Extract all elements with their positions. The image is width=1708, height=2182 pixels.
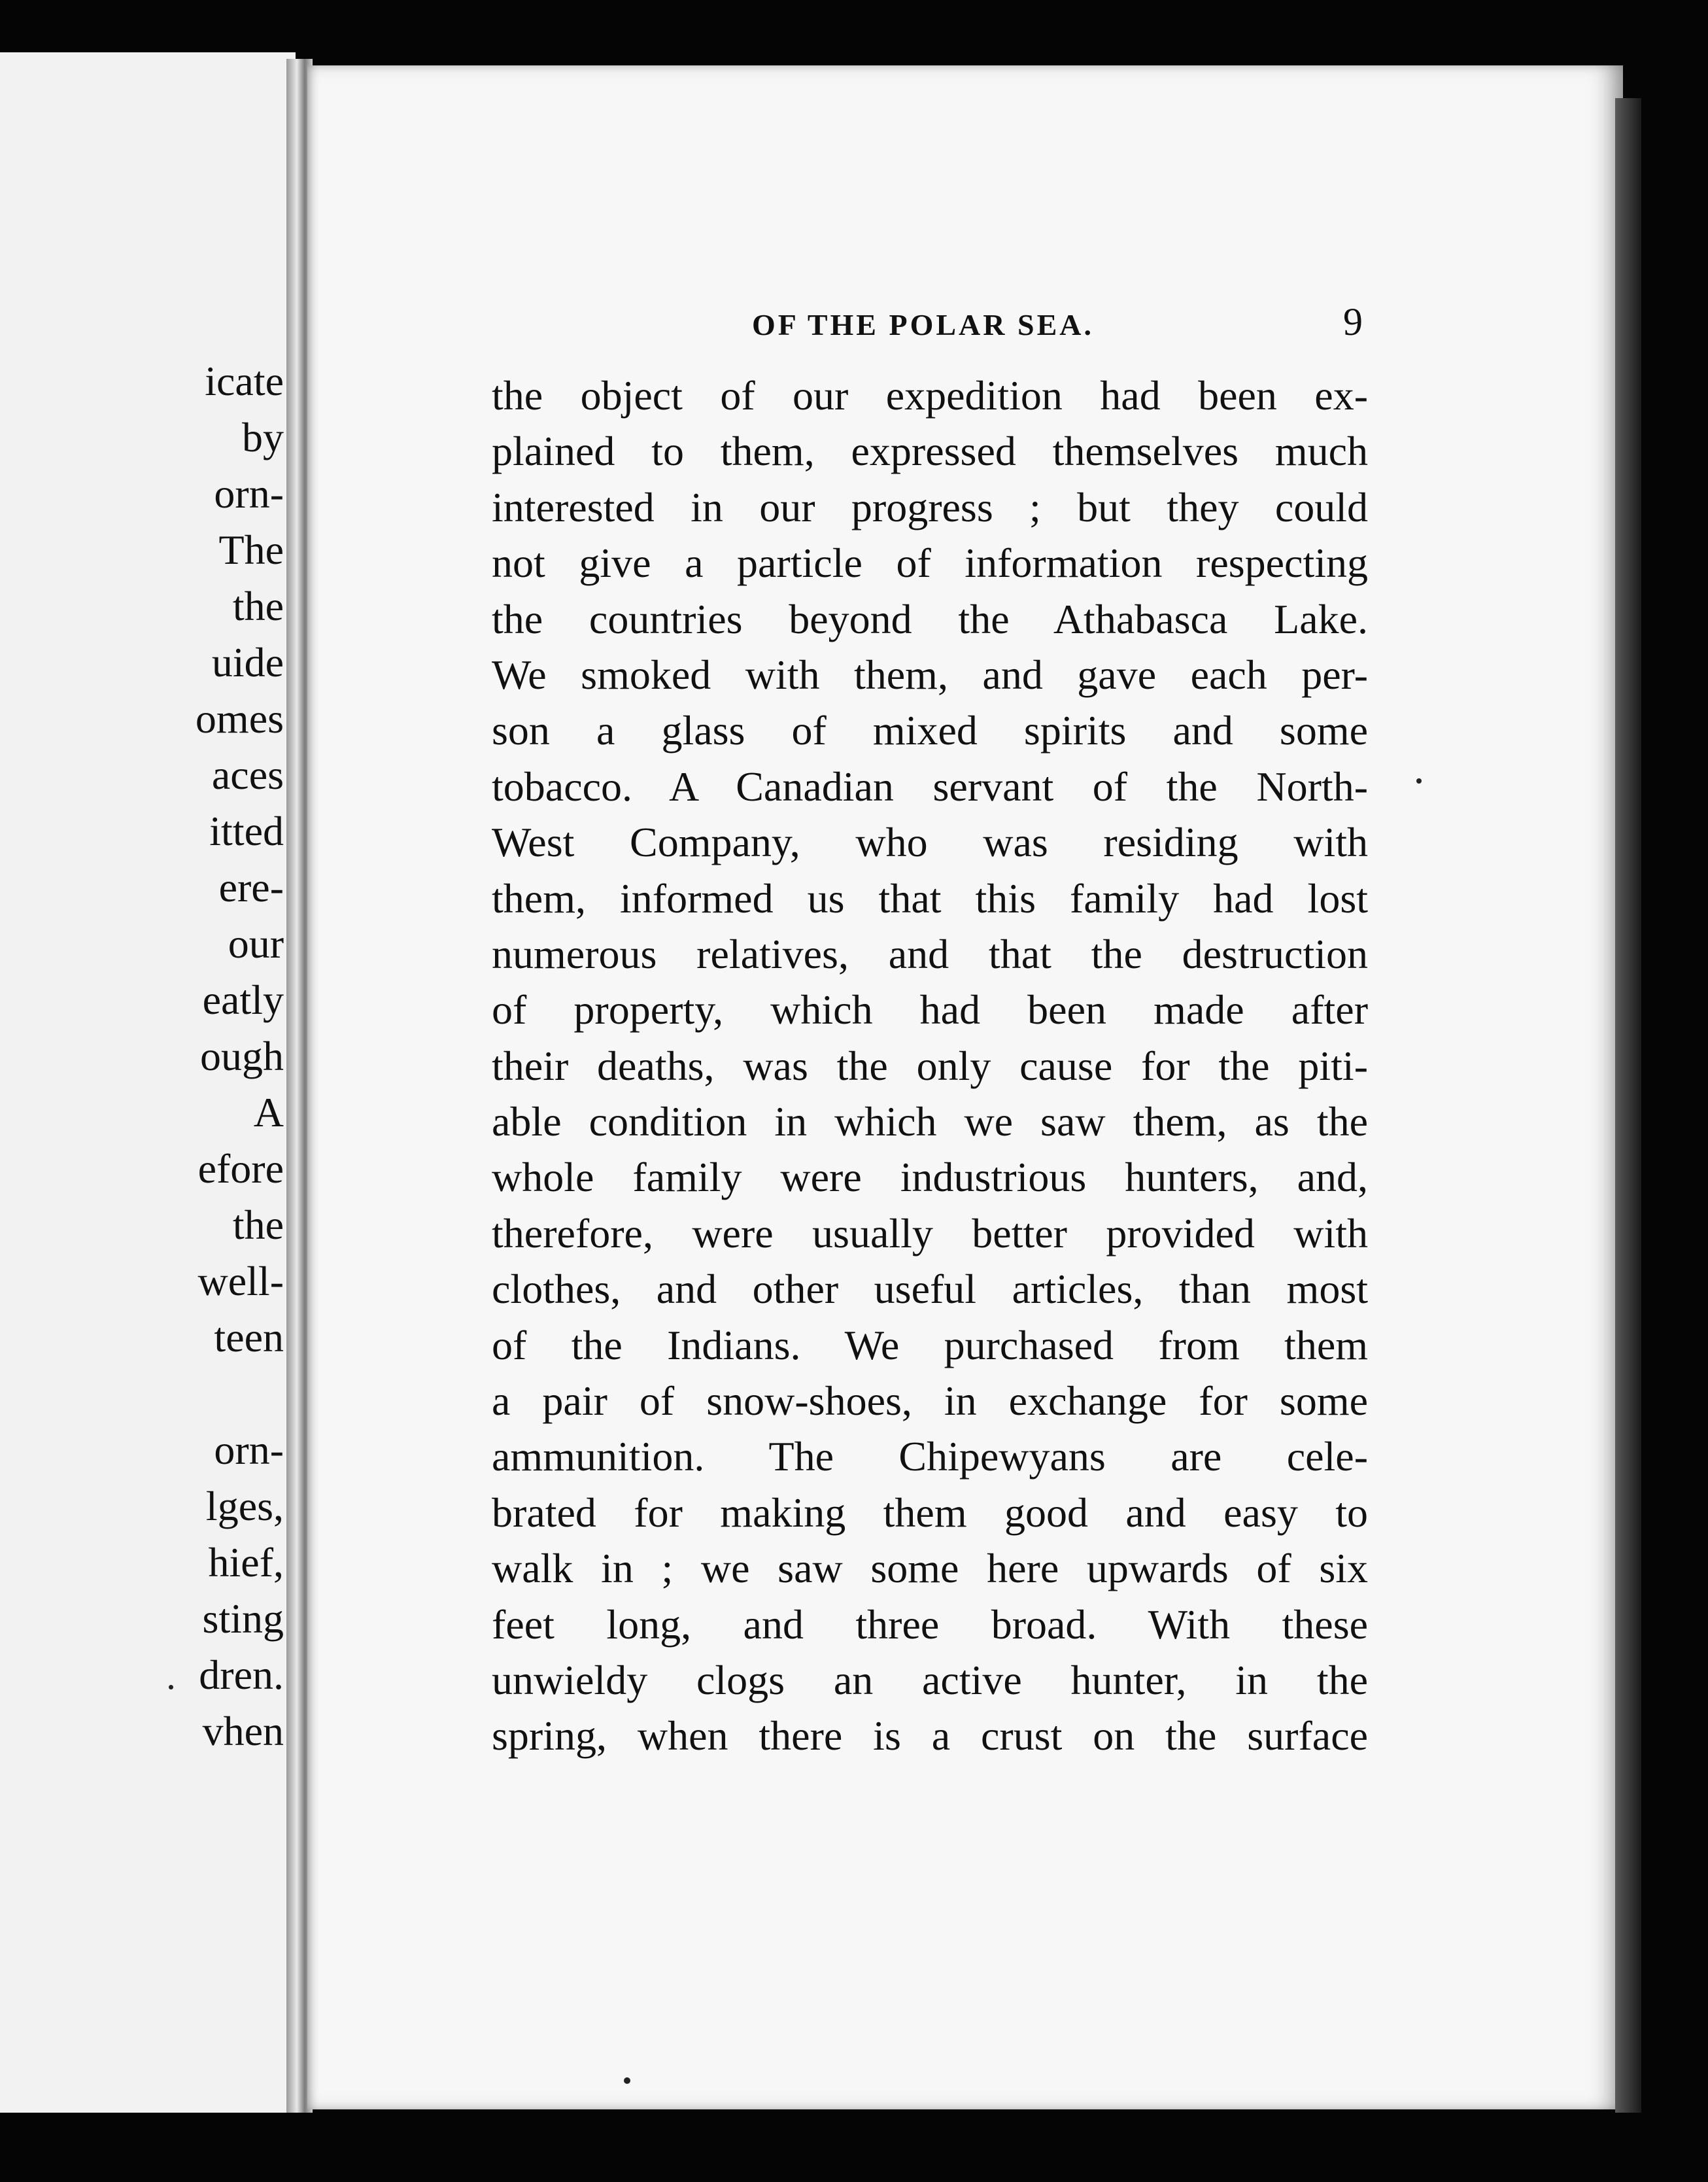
text-line: a pair of snow-shoes, in exchange for some bbox=[492, 1377, 1368, 1425]
text-line: their deaths, was the only cause for the piti- bbox=[492, 1042, 1368, 1089]
text-line: numerous relatives, and that the destruction bbox=[492, 930, 1368, 977]
left-facing-page bbox=[0, 52, 296, 2113]
text-line: tobacco. A Canadian servant of the North- bbox=[492, 763, 1368, 810]
left-page-line: sting bbox=[202, 1595, 284, 1642]
left-page-line: ere- bbox=[218, 864, 284, 910]
left-page-line: icate bbox=[205, 358, 284, 404]
text-line: plained to them, expressed themselves much bbox=[492, 428, 1368, 475]
body-text-column bbox=[492, 368, 1368, 1764]
left-page-line: efore bbox=[197, 1145, 284, 1192]
left-page-line: lges, bbox=[205, 1483, 284, 1529]
text-line: spring, when there is a crust on the surface bbox=[492, 1712, 1368, 1759]
text-line: West Company, who was residing with bbox=[492, 819, 1368, 866]
left-page-line: by bbox=[242, 414, 284, 460]
left-page-line: A bbox=[253, 1089, 284, 1135]
left-page-line: orn- bbox=[214, 1427, 284, 1473]
paper-speck bbox=[169, 1685, 173, 1689]
page-edge-shadow bbox=[1615, 98, 1641, 2113]
text-line: feet long, and three broad. With these bbox=[492, 1601, 1368, 1648]
left-page-line: omes bbox=[195, 695, 284, 742]
left-page-line: uide bbox=[211, 639, 284, 685]
left-page-line: teen bbox=[214, 1314, 284, 1360]
text-line: unwieldy clogs an active hunter, in the bbox=[492, 1656, 1368, 1703]
left-page-line: ough bbox=[200, 1033, 284, 1079]
text-line: whole family were industrious hunters, and, bbox=[492, 1154, 1368, 1201]
left-page-line: dren. bbox=[199, 1652, 284, 1698]
left-page-line: itted bbox=[209, 808, 284, 854]
text-line: brated for making them good and easy to bbox=[492, 1489, 1368, 1536]
left-page-line: the bbox=[232, 1202, 284, 1248]
text-line: of the Indians. We purchased from them bbox=[492, 1321, 1368, 1368]
left-page-line: aces bbox=[211, 752, 284, 798]
paper-speck bbox=[1416, 778, 1422, 784]
left-page-line: orn- bbox=[214, 470, 284, 517]
left-page-line: vhen bbox=[202, 1708, 284, 1754]
text-line: clothes, and other useful articles, than most bbox=[492, 1266, 1368, 1313]
text-line: son a glass of mixed spirits and some bbox=[492, 707, 1368, 754]
text-line: not give a particle of information respecting bbox=[492, 540, 1368, 587]
left-page-line: eatly bbox=[202, 977, 284, 1023]
text-line: ammunition. The Chipewyans are cele- bbox=[492, 1433, 1368, 1480]
text-line: therefore, were usually better provided with bbox=[492, 1209, 1368, 1256]
text-line: the object of our expedition had been ex- bbox=[492, 372, 1368, 419]
left-page-line: the bbox=[232, 583, 284, 629]
text-line: interested in our progress ; but they could bbox=[492, 483, 1368, 530]
text-line: We smoked with them, and gave each per- bbox=[492, 651, 1368, 698]
left-page-line: The bbox=[218, 527, 284, 573]
text-line: of property, which had been made after bbox=[492, 986, 1368, 1033]
paper-speck bbox=[624, 2077, 630, 2084]
left-page-line: hief, bbox=[208, 1539, 284, 1585]
running-head: OF THE POLAR SEA. bbox=[752, 308, 1094, 341]
text-line: them, informed us that this family had lost bbox=[492, 875, 1368, 922]
left-page-line: well- bbox=[197, 1258, 284, 1304]
text-line: walk in ; we saw some here upwards of six bbox=[492, 1545, 1368, 1592]
text-line: the countries beyond the Athabasca Lake. bbox=[492, 595, 1368, 642]
page-number: 9 bbox=[1343, 300, 1363, 343]
left-page-line: our bbox=[228, 920, 284, 967]
text-line: able condition in which we saw them, as the bbox=[492, 1098, 1368, 1145]
